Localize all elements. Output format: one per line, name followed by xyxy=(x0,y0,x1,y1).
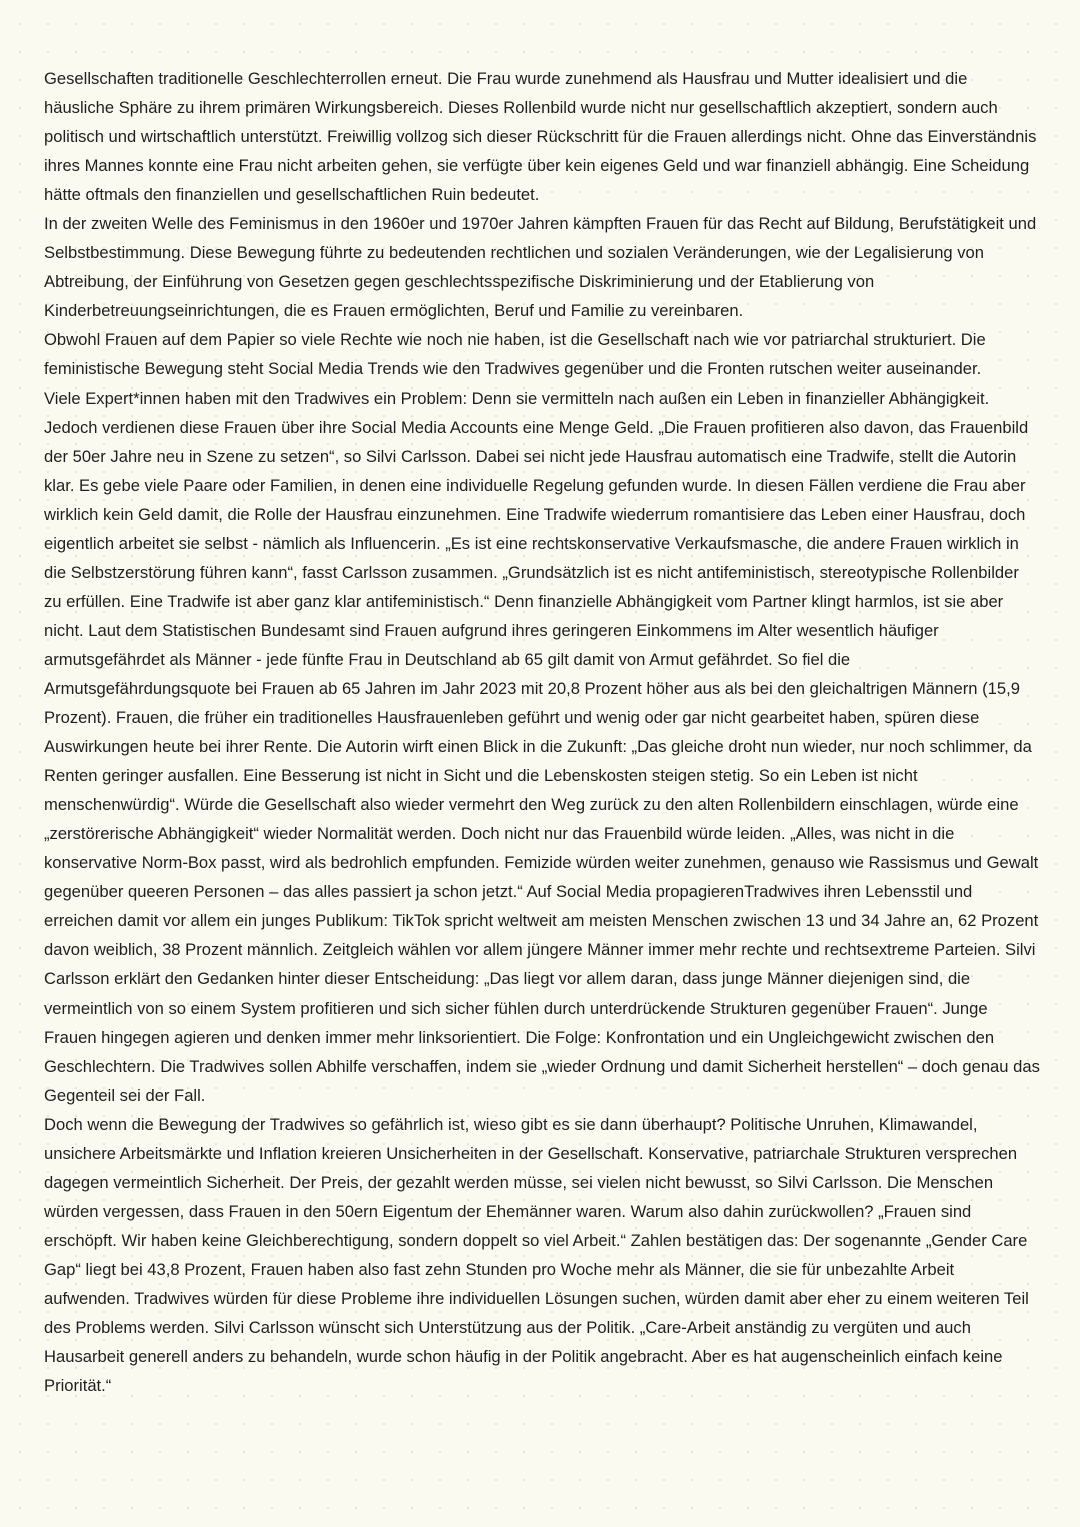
paragraph-historical-roles: Gesellschaften traditionelle Geschlechterrollen erneut. Die Frau wurde zunehmend als Hausfrau und Mutter idealisiert und die häusliche Sphäre zu ihrem primären Wirkungsbereich. Dieses Rollenbild wurde nicht nur gesellschaftlich akzeptiert, sondern auch politisch und wirtschaftlich unterstützt. Freiwillig vollzog sich dieser Rückschritt für die Frauen allerdings nicht. Ohne das Einverständnis ihres Mannes konnte eine Frau nicht arbeiten gehen, sie verfügte über kein eigenes Geld und war finanziell abhängig. Eine Scheidung hätte oftmals den finanziellen und gesellschaftlichen Ruin bedeutet. xyxy=(44,69,1037,205)
paragraph-why-tradwives-exist: Doch wenn die Bewegung der Tradwives so gefährlich ist, wieso gibt es sie dann überhaupt? Politische Unruhen, Klimawandel, unsichere Arbeitsmärkte und Inflation kreieren Unsicherheiten in der Gesellschaft. Konservative, patriarchale Strukturen versprechen dagegen vermeintlich Sicherheit. Der Preis, der gezahlt werden müsse, sei vielen nicht bewusst, so Silvi Carlsson. Die Menschen würden vergessen, dass Frauen in den 50ern Eigentum der Ehemänner waren. Warum also dahin zurückwollen? „Frauen sind erschöpft. Wir haben keine Gleichberechtigung, sondern doppelt so viel Arbeit.“ Zahlen bestätigen das: Der sogenannte „Gender Care Gap“ liegt bei 43,8 Prozent, Frauen haben also fast zehn Stunden pro Woche mehr als Männer, die sie für unbezahlte Arbeit aufwenden. Tradwives würden für diese Probleme ihre individuellen Lösungen suchen, würden damit aber eher zu einem weiteren Teil des Problems werden. Silvi Carlsson wünscht sich Unterstützung aus der Politik. „Care-Arbeit anständig zu vergüten und auch Hausarbeit generell anders zu behandeln, wurde schon häufig in der Politik angebracht. Aber es hat augenscheinlich einfach keine Priorität.“ xyxy=(44,1114,1029,1396)
paragraph-second-wave-feminism: In der zweiten Welle des Feminismus in den 1960er und 1970er Jahren kämpften Frauen für das Recht auf Bildung, Berufstätigkeit und Selbstbestimmung. Diese Bewegung führte zu bedeutenden rechtlichen und sozialen Veränderungen, wie der Legalisierung von Abtreibung, der Einführung von Gesetzen gegen geschlechtsspezifische Diskriminierung und der Etablierung von Kinderbetreuungseinrichtungen, die es Frauen ermöglichten, Beruf und Familie zu vereinbaren. xyxy=(44,214,1037,321)
paragraph-patriarchal-society: Obwohl Frauen auf dem Papier so viele Rechte wie noch nie haben, ist die Gesellschaft nach wie vor patriarchal strukturiert. Die feministische Bewegung steht Social Media Trends wie den Tradwives gegenüber und die Fronten rutschen weiter auseinander. xyxy=(44,330,986,379)
paragraph-experts-tradwives: Viele Expert*innen haben mit den Tradwives ein Problem: Denn sie vermitteln nach außen ein Leben in finanzieller Abhängigkeit. Jedoch verdienen diese Frauen über ihre Social Media Accounts eine Menge Geld. „Die Frauen profitieren also davon, das Frauenbild der 50er Jahre neu in Szene zu setzen“, so Silvi Carlsson. Dabei sei nicht jede Hausfrau automatisch eine Tradwife, stellt die Autorin klar. Es gebe viele Paare oder Familien, in denen eine individuelle Regelung gefunden wurde. In diesen Fällen verdiene die Frau aber wirklich kein Geld damit, die Rolle der Hausfrau einzunehmen. Eine Tradwife wiederrum romantisiere das Leben einer Hausfrau, doch eigentlich arbeitet sie selbst - nämlich als Influencerin. „Es ist eine rechtskonservative Verkaufsmasche, die andere Frauen wirklich in die Selbstzerstörung führen kann“, fasst Carlsson zusammen. „Grundsätzlich ist es nicht antifeministisch, stereotypische Rollenbilder zu erfüllen. Eine Tradwife ist aber ganz klar antifeministisch.“ Denn finanzielle Abhängigkeit vom Partner klingt harmlos, ist sie aber nicht. Laut dem Statistischen Bundesamt sind Frauen aufgrund ihres geringeren Einkommens im Alter wesentlich häufiger armutsgefährdet als Männer - jede fünfte Frau in Deutschland ab 65 gilt damit von Armut gefährdet. So fiel die Armutsgefährdungsquote bei Frauen ab 65 Jahren im Jahr 2023 mit 20,8 Prozent höher aus als bei den gleichaltrigen Männern (15,9 Prozent). Frauen, die früher ein traditionelles Hausfrauenleben geführt und wenig oder gar nicht gearbeitet haben, spüren diese Auswirkungen heute bei ihrer Rente. Die Autorin wirft einen Blick in die Zukunft: „Das gleiche droht nun wieder, nur noch schlimmer, da Renten geringer ausfallen. Eine Besserung ist nicht in Sicht und die Lebenskosten steigen stetig. So ein Leben ist nicht menschenwürdig“. Würde die Gesellschaft also wieder vermehrt den Weg zurück zu den alten Rollenbildern einschlagen, würde eine „zerstörerische Abhängigkeit“ wieder Normalität werden. Doch nicht nur das Frauenbild würde leiden. „Alles, was nicht in die konservative Norm-Box passt, wird als bedrohlich empfunden. Femizide würden weiter zunehmen, genauso wie Rassismus und Gewalt gegenüber queeren Personen – das alles passiert ja schon jetzt.“ Auf Social Media propagierenTradwives ihren Lebensstil und erreichen damit vor allem ein junges Publikum: TikTok spricht weltweit am meisten Menschen zwischen 13 und 34 Jahre an, 62 Prozent davon weiblich, 38 Prozent männlich. Zeitgleich wählen vor allem jüngere Männer immer mehr rechte und rechtsextreme Parteien. Silvi Carlsson erklärt den Gedanken hinter dieser Entscheidung: „Das liegt vor allem daran, dass junge Männer diejenigen sind, die vermeintlich von so einem System profitieren und sich sicher fühlen durch unterdrückende Strukturen gegenüber Frauen“. Junge Frauen hingegen agieren und denken immer mehr linksorientiert. Die Folge: Konfrontation und ein Ungleichgewicht zwischen den Geschlechtern. Die Tradwives sollen Abhilfe verschaffen, indem sie „wieder Ordnung und damit Sicherheit herstellen“ – doch genau das Gegenteil sei der Fall. xyxy=(44,388,1040,1105)
article-body xyxy=(44,64,1040,1400)
